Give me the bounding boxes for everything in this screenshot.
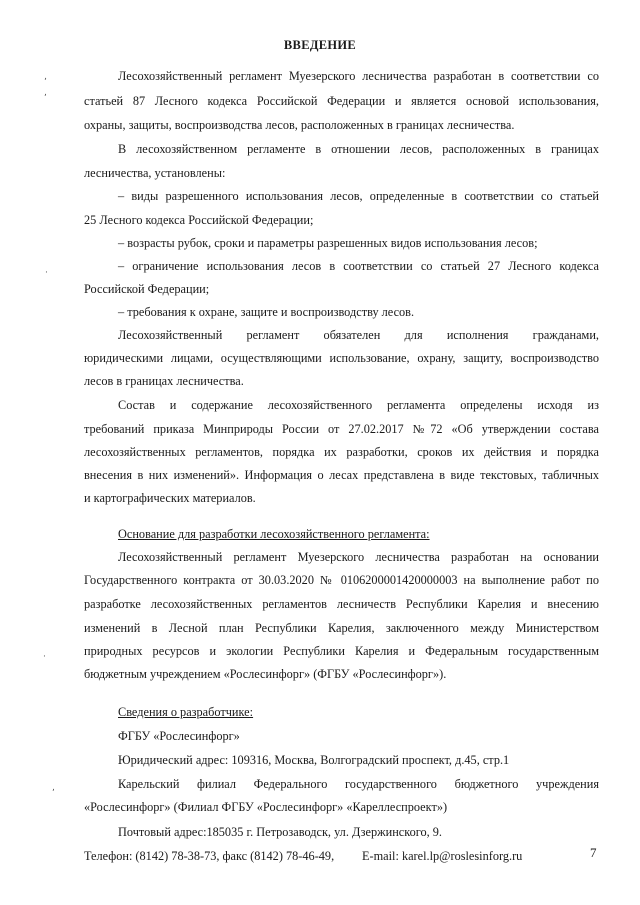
scan-speck: · (45, 268, 48, 278)
developer-phone: Телефон: (8142) 78-38-73, факс (8142) 78-46-49, (84, 849, 335, 863)
intro-line-3: охраны, защиты, воспроизводства лесов, расположенных в границах лесничества. (84, 118, 515, 132)
intro-line-2: статьей 87 Лесного кодекса Российской Федерации и является основой использования, (84, 94, 599, 108)
developer-org: ФГБУ «Рослесинфорг» (118, 729, 240, 743)
list-item-4: – требования к охране, защите и воспроизводству лесов. (118, 305, 415, 319)
basis-line-6: бюджетным учреждением «Рослесинфорг» (ФГБУ «Рослесинфорг»). (84, 667, 447, 681)
list-item-3-line-1: – ограничение использования лесов в соответствии со статьей 27 Лесного кодекса (118, 259, 599, 273)
scan-speck: ‚ (44, 72, 47, 82)
composition-line-3: лесохозяйственных регламентов, порядка их разработки, сроков их действия и порядка (84, 445, 599, 459)
composition-line-4: внесения в них изменений». Информация о лесах представлена в виде текстовых, табличных (84, 468, 599, 482)
basis-heading: Основание для разработки лесохозяйственного регламента: (118, 527, 430, 541)
composition-line-1: Состав и содержание лесохозяйственного регламента определены исходя из (118, 398, 599, 412)
basis-line-5: природных ресурсов и экологии Республики Карелия и Федеральным государственным (84, 644, 599, 658)
developer-heading: Сведения о разработчике: (118, 705, 254, 719)
mandatory-line-1: Лесохозяйственный регламент обязателен для исполнения гражданами, (118, 328, 599, 342)
developer-email: E-mail: karel.lp@roslesinforg.ru (362, 849, 523, 863)
page-title: ВВЕДЕНИЕ (283, 38, 357, 52)
basis-line-1: Лесохозяйственный регламент Муезерского лесничества разработан на основании (118, 550, 599, 564)
basis-line-4: изменений в Лесной план Республики Карелия, заключенного между Министерством (84, 621, 599, 635)
page-number: 7 (590, 845, 597, 860)
scan-speck: , (44, 88, 47, 98)
scan-speck: · (43, 652, 46, 662)
developer-branch-line-1: Карельский филиал Федерального государственного бюджетного учреждения (118, 777, 599, 791)
composition-line-2: требований приказа Минприроды России от 27.02.2017 №72 «Об утверждении состава (84, 422, 599, 436)
established-line-2: лесничества, установлены: (84, 166, 226, 180)
list-item-1-line-2: 25 Лесного кодекса Российской Федерации; (84, 213, 314, 227)
scan-speck: , (52, 783, 55, 793)
developer-branch-line-2: «Рослесинфорг» (Филиал ФГБУ «Рослесинфорг» «Кареллеспроект») (84, 800, 448, 814)
basis-line-3: разработке лесохозяйственных регламентов лесничеств Республики Карелия и внесению (84, 597, 599, 611)
developer-legal-address: Юридический адрес: 109316, Москва, Волгоградский проспект, д.45, стр.1 (118, 753, 510, 767)
basis-line-2: Государственного контракта от 30.03.2020 № 0106200001420000003 на выполнение работ по (84, 573, 599, 587)
list-item-2: – возрасты рубок, сроки и параметры разрешенных видов использования лесов; (118, 236, 538, 250)
established-line-1: В лесохозяйственном регламенте в отношении лесов, расположенных в границах (118, 142, 599, 156)
mandatory-line-2: юридическими лицами, осуществляющими использование, охрану, защиту, воспроизводство (84, 351, 599, 365)
developer-postal-address: Почтовый адрес:185035 г. Петрозаводск, ул. Дзержинского, 9. (118, 825, 442, 839)
mandatory-line-3: лесов в границах лесничества. (84, 374, 244, 388)
list-item-1-line-1: – виды разрешенного использования лесов, определенные в соответствии со статьей (118, 189, 599, 203)
list-item-3-line-2: Российской Федерации; (84, 282, 210, 296)
composition-line-5: и картографических материалов. (84, 491, 256, 505)
intro-line-1: Лесохозяйственный регламент Муезерского лесничества разработан в соответствии со (118, 69, 599, 83)
